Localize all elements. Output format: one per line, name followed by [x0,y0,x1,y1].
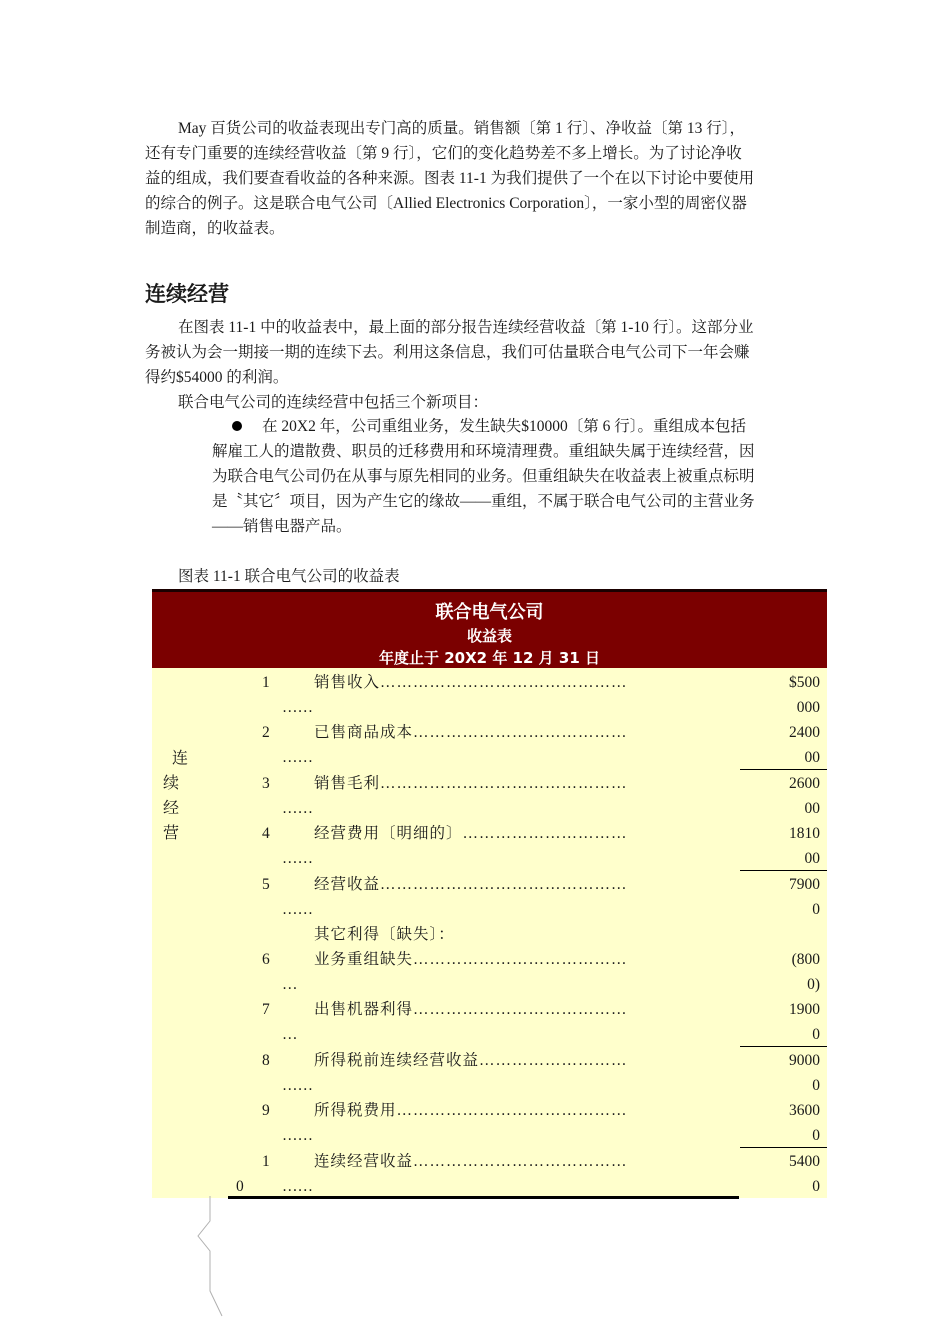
row-amount: $500 [789,674,820,691]
statement-period: 年度止于 20X2 年 12 月 31 日 [379,649,600,667]
row-number: 5 [262,876,270,893]
row-number: 7 [262,1001,270,1018]
bullet-line: 在 20X2 年，公司重组业务，发生缺失$10000〔第 6 行〕。重组成本包括 [262,418,746,435]
side-label-char: 续 [162,775,179,792]
section-line: 在图表 11-1 中的收益表中，最上面的部分报告连续经营收益〔第 1-10 行〕。这部分业 [178,319,754,336]
row-amount: 2400 [789,724,820,741]
subtotal-rule [740,1046,827,1047]
bullet-line: 是〝其它〞项目，因为产生它的缘故——重组，不属于联合电气公司的主营业务 [212,493,755,510]
intro-line: 益的组成，我们要查看收益的各种来源。图表 11-1 为我们提供了一个在以下讨论中要使用 [145,170,755,187]
intro-line: 还有专门重要的连续经营收益〔第 9 行〕，它们的变化趋势差不多上增长。为了讨论净收 [145,145,742,162]
table-bottom-rule [228,1196,739,1199]
row-number: 6 [262,951,270,968]
side-label-char: 连 [171,750,188,767]
row-number: 3 [262,775,270,792]
row-amount: 1810 [789,825,820,842]
row-leader: …… [282,749,313,766]
row-number: 2 [262,724,270,741]
intro-line: 的综合的例子。这是联合电气公司〔Allied Electronics Corporation〕，一家小型的周密仪器 [145,195,747,212]
subtotal-rule [740,870,827,871]
row-description: 所得税费用…………………………………… [314,1102,628,1119]
row-amount-cont: 00 [804,800,820,817]
row-leader: …… [282,800,313,817]
intro-line: 制造商，的收益表。 [145,220,285,237]
row-description: 经营收益……………………………………… [314,876,628,893]
subtotal-rule [740,769,827,770]
row-amount-cont: 0 [812,1077,820,1094]
row-description: 经营费用〔明细的〕………………………… [314,825,628,842]
row-amount-cont: 00 [804,749,820,766]
row-description: 销售毛利……………………………………… [314,775,628,792]
row-amount: 5400 [789,1153,820,1170]
row-amount-cont: 000 [796,699,820,716]
row-amount-cont: 0 [812,1178,820,1195]
section-side-label [160,746,200,846]
row-amount-cont: 0 [812,901,820,918]
row-number: 8 [262,1052,270,1069]
row-subheading: 其它利得〔缺失〕： [314,926,455,943]
row-leader: …… [282,850,313,867]
row-amount-cont: 0 [812,1127,820,1144]
row-leader: … [282,1026,298,1043]
row-amount: 1900 [789,1001,820,1018]
section-line: 得约$54000 的利润。 [145,369,289,386]
row-number: 9 [262,1102,270,1119]
table-header [152,589,827,671]
row-number: 1 [262,674,270,691]
figure-caption: 图表 11-1 联合电气公司的收益表 [178,568,400,585]
row-leader: …… [282,699,313,716]
row-amount: 2600 [789,775,820,792]
row-description: 出售机器利得………………………………… [314,1001,628,1018]
row-amount-cont: 0) [807,976,820,993]
row-amount: 3600 [789,1102,820,1119]
side-label-char: 营 [162,825,179,842]
row-amount-cont: 00 [804,850,820,867]
subtotal-rule [740,1147,827,1148]
page-edge-line [190,1196,230,1326]
row-amount: 9000 [789,1052,820,1069]
row-leader: …… [282,1077,313,1094]
row-amount: (800 [791,951,820,968]
bullet-line: ——销售电器产品。 [212,518,352,535]
bullet-line: 为联合电气公司仍在从事与原先相同的业务。但重组缺失在收益表上被重点标明 [212,468,755,485]
intro-line: May 百货公司的收益表现出专门高的质量。销售额〔第 1 行〕、净收益〔第 13 行〕， [178,120,746,137]
row-leader: … [282,976,298,993]
row-description: 销售收入……………………………………… [314,674,628,691]
items-intro: 联合电气公司的连续经营中包括三个新项目： [178,394,489,411]
company-name: 联合电气公司 [435,602,544,623]
row-number-cont: 0 [236,1178,244,1195]
bullet-line: 解雇工人的遣散费、职员的迁移费用和环境清理费。重组缺失属于连续经营，因 [212,443,755,460]
section-title: 连续经营 [145,282,229,306]
row-leader: …… [282,1178,313,1195]
row-description: 连续经营收益………………………………… [314,1153,628,1170]
row-amount-cont: 0 [812,1026,820,1043]
row-description: 业务重组缺失………………………………… [314,951,628,968]
statement-title: 收益表 [466,627,512,645]
row-leader: …… [282,901,313,918]
row-leader: …… [282,1127,313,1144]
row-number: 4 [262,825,270,842]
row-number: 1 [262,1153,270,1170]
row-description: 所得税前连续经营收益……………………… [314,1052,628,1069]
row-amount: 7900 [789,876,820,893]
row-description: 已售商品成本………………………………… [314,724,628,741]
section-line: 务被认为会一期接一期的连续下去。利用这条信息，我们可估量联合电气公司下一年会赚 [145,344,750,361]
side-label-char: 经 [162,800,179,817]
